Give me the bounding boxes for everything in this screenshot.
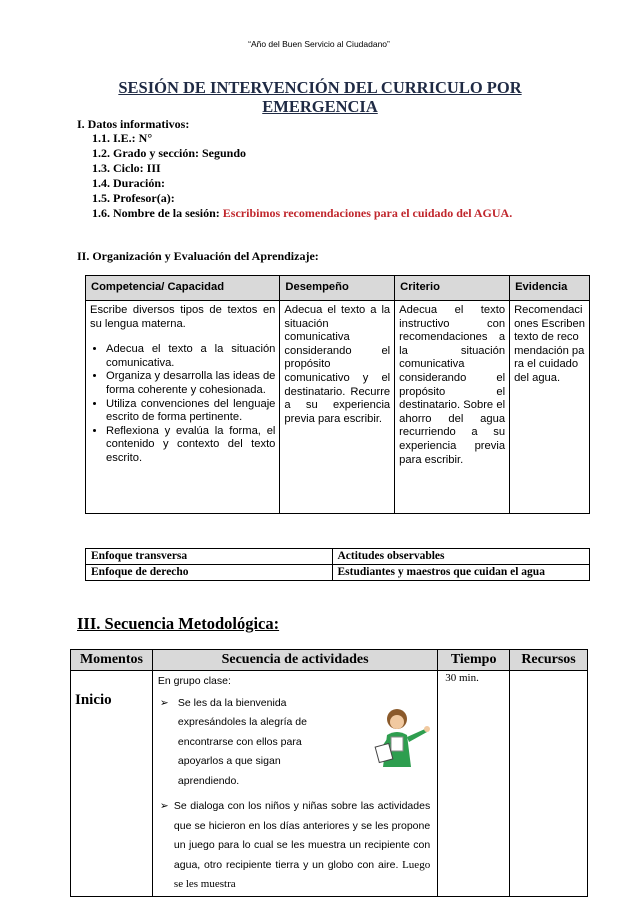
header-evidencia: Evidencia — [510, 276, 590, 301]
header-secuencia: Secuencia de actividades — [152, 650, 437, 671]
info-item-ie: 1.1. I.E.: N° — [92, 131, 153, 145]
header-criterio: Criterio — [395, 276, 510, 301]
competencia-bullet: • Reflexiona y evalúa la forma, el contenido y contexto del texto escrito. — [106, 425, 275, 466]
competencia-bullet: • Utiliza convenciones del lenguaje escrito de forma pertinente. — [106, 398, 275, 425]
header-desempeno: Desempeño — [280, 276, 395, 301]
header-tiempo: Tiempo — [438, 650, 510, 671]
teacher-illustration — [369, 707, 439, 769]
momento-inicio: Inicio — [75, 692, 112, 708]
cell-competencia — [86, 301, 280, 514]
header-competencia: Competencia/ Capacidad — [86, 276, 280, 301]
cell-recursos — [510, 671, 588, 897]
section2-heading: II. Organización y Evaluación del Aprendizaje: — [77, 249, 319, 263]
enfoque-header-1: Enfoque transversa — [86, 549, 333, 565]
cell-criterio: Adecua el texto instructivo con recomendaciones a la situación comunicativa considerando el propósito el destinatario. Sobre el ahorro del agua recurriendo a su experiencia previa para escribir. — [395, 301, 510, 514]
enfoque-table — [85, 548, 590, 581]
info-item-grado: 1.2. Grado y sección: Segundo — [92, 146, 247, 160]
section1-heading: I. Datos informativos: — [77, 117, 190, 131]
info-item-ciclo: 1.3. Ciclo: III — [92, 161, 161, 175]
competencia-bullet: • Organiza y desarrolla las ideas de forma coherente y cohesionada. — [106, 370, 275, 397]
info-item-sesion: 1.6. Nombre de la sesión: Escribimos recomendaciones para el cuidado del AGUA. — [92, 206, 513, 220]
session-name: Escribimos recomendaciones para el cuidado del AGUA. — [222, 206, 513, 220]
cell-tiempo — [438, 671, 510, 897]
page-header: “Año del Buen Servicio al Ciudadano” — [248, 39, 390, 49]
activity-intro: En grupo clase: — [157, 675, 231, 687]
section3-heading: III. Secuencia Metodológica: — [77, 614, 280, 633]
cell-actividades — [152, 671, 437, 897]
tiempo-value: 30 min. — [445, 672, 479, 684]
cell-momento — [71, 671, 153, 897]
enfoque-value: Enfoque de derecho — [86, 565, 333, 581]
arrow-bullet-icon: ➢ — [159, 696, 169, 709]
sequence-table — [70, 649, 588, 897]
info-item-profesor: 1.5. Profesor(a): — [92, 191, 175, 205]
competencia-bullet: • Adecua el texto a la situación comunicativa. — [106, 343, 275, 370]
header-recursos: Recursos — [510, 650, 588, 671]
evaluation-table — [85, 275, 590, 514]
enfoque-header-2: Actitudes observables — [332, 549, 590, 565]
activity-bullet-2: ➢ Se dialoga con los niños y niñas sobre las actividades que se hicieron en los días anteriores y se les propone un juego para lo cual se les muestra un recipiente con agua, otro recipiente tierra y un globo con aire. Luego se les muestra — [154, 797, 436, 895]
info-item-duracion: 1.4. Duración: — [92, 176, 165, 190]
cell-evidencia: Recomendaciones Escriben texto de recomendación para el cuidado del agua. — [510, 301, 590, 514]
cell-desempeno: Adecua el texto a la situación comunicativa considerando el propósito comunicativo y el destinatario. Recurre a su experiencia previa para escribir. — [280, 301, 395, 514]
arrow-bullet-icon: ➢ — [159, 800, 169, 812]
activity-bullet-1: ➢ Se les da la bienvenida expresándoles la alegría de encontrarse con ellos para apoyarlos a que sigan aprendiendo. — [154, 694, 436, 792]
actitudes-value: Estudiantes y maestros que cuidan el agua — [332, 565, 590, 581]
competencia-intro: Escribe diversos tipos de textos en su lengua materna. — [90, 304, 276, 330]
header-momentos: Momentos — [71, 650, 153, 671]
document-title: SESIÓN DE INTERVENCIÓN DEL CURRICULO POR EMERGENCIA — [118, 78, 522, 116]
competencia-list — [90, 343, 275, 465]
